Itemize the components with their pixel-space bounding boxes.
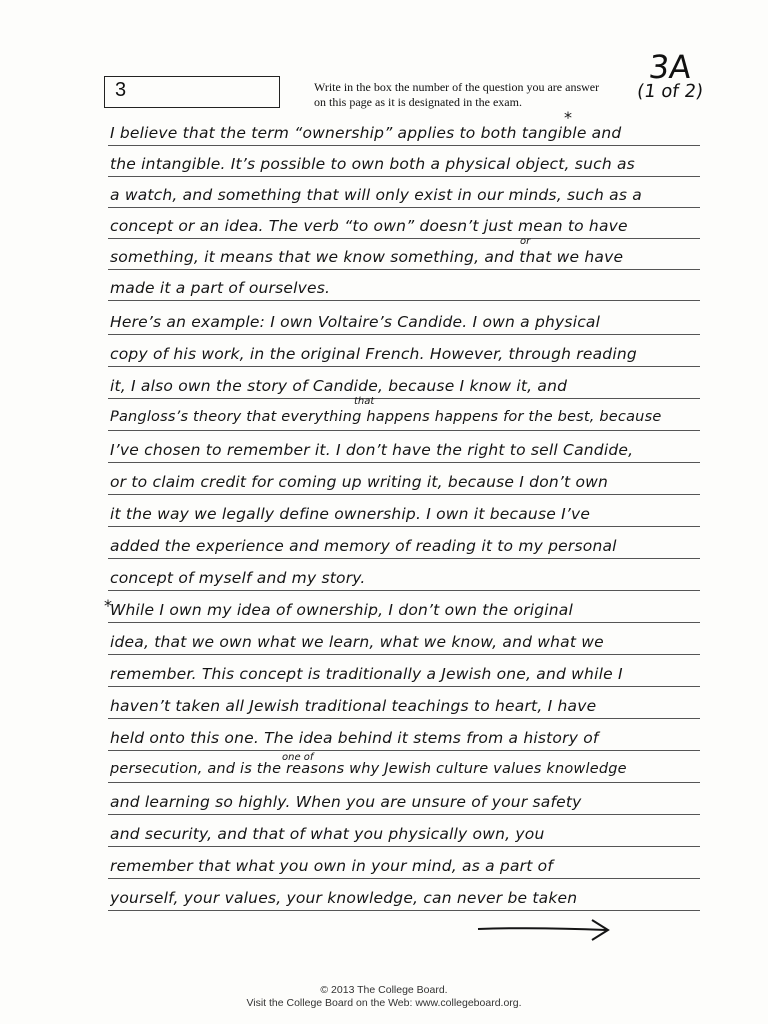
insertion-star-mark: *	[564, 108, 572, 127]
ruled-line	[108, 558, 700, 559]
ruled-line	[108, 910, 700, 911]
ruled-line	[108, 686, 700, 687]
ruled-line	[108, 269, 700, 270]
essay-line: I’ve chosen to remember it. I don’t have the right to sell Candide,	[110, 441, 634, 459]
ruled-line	[108, 622, 700, 623]
ruled-line	[108, 334, 700, 335]
page-label-count: (1 of 2)	[635, 81, 705, 102]
essay-line: and security, and that of what you physically own, you	[110, 825, 545, 843]
ruled-line	[108, 526, 700, 527]
page-label-number: 3A	[646, 48, 694, 86]
continue-arrow-icon	[476, 915, 616, 945]
insertion-star-mark: *	[104, 596, 112, 615]
essay-line: the intangible. It’s possible to own both a physical object, such as	[110, 155, 635, 173]
ruled-line	[108, 398, 700, 399]
page-footer	[0, 984, 768, 1010]
question-number-box	[104, 76, 280, 108]
ruled-line	[108, 878, 700, 879]
essay-line: a watch, and something that will only exist in our minds, such as a	[110, 186, 642, 204]
essay-line: persecution, and is the reasons why Jewish culture values knowledge	[110, 761, 627, 777]
ruled-line	[108, 145, 700, 146]
essay-line: remember that what you own in your mind, as a part of	[110, 857, 553, 875]
insertion-or: or	[520, 236, 531, 247]
instructions-line-1: Write in the box the number of the question you are answer	[314, 80, 600, 94]
essay-line: added the experience and memory of reading it to my personal	[110, 537, 617, 555]
essay-line: held onto this one. The idea behind it stems from a history of	[110, 729, 599, 747]
essay-line: I believe that the term “ownership” applies to both tangible and	[110, 124, 622, 142]
essay-line: concept of myself and my story.	[110, 569, 366, 587]
essay-line: idea, that we own what we learn, what we know, and what we	[110, 633, 604, 651]
insertion-one-of: one of	[282, 752, 314, 763]
ruled-line	[108, 846, 700, 847]
question-instructions	[314, 80, 614, 110]
essay-line: concept or an idea. The verb “to own” doesn’t just mean to have	[110, 217, 628, 235]
insertion-that: that	[354, 396, 375, 407]
essay-line: haven’t taken all Jewish traditional teachings to heart, I have	[110, 697, 597, 715]
ruled-line	[108, 750, 700, 751]
footer-website: Visit the College Board on the Web: www.collegeboard.org.	[246, 997, 522, 1009]
essay-line: made it a part of ourselves.	[110, 279, 331, 297]
ruled-line	[108, 654, 700, 655]
essay-line: remember. This concept is traditionally a Jewish one, and while I	[110, 665, 623, 683]
ruled-line	[108, 207, 700, 208]
ruled-line	[108, 494, 700, 495]
footer-copyright: © 2013 The College Board.	[320, 984, 448, 996]
ruled-line	[108, 462, 700, 463]
essay-line: it, I also own the story of Candide, because I know it, and	[110, 377, 568, 395]
question-number: 3	[115, 79, 127, 101]
ruled-line	[108, 238, 700, 239]
ruled-line	[108, 300, 700, 301]
essay-line: something, it means that we know something, and that we have	[110, 248, 624, 266]
essay-line: While I own my idea of ownership, I don’t own the original	[110, 601, 573, 619]
essay-line: it the way we legally define ownership. I own it because I’ve	[110, 505, 591, 523]
ruled-line	[108, 590, 700, 591]
essay-line: or to claim credit for coming up writing it, because I don’t own	[110, 473, 609, 491]
ruled-line	[108, 782, 700, 783]
essay-line: Pangloss’s theory that everything happens happens for the best, because	[110, 409, 662, 425]
ruled-line	[108, 814, 700, 815]
essay-line: Here’s an example: I own Voltaire’s Candide. I own a physical	[110, 313, 601, 331]
ruled-line	[108, 430, 700, 431]
essay-line: yourself, your values, your knowledge, can never be taken	[110, 889, 578, 907]
ruled-line	[108, 176, 700, 177]
essay-line: and learning so highly. When you are unsure of your safety	[110, 793, 582, 811]
page-label	[630, 50, 710, 102]
essay-line: copy of his work, in the original French. However, through reading	[110, 345, 637, 363]
instructions-line-2: on this page as it is designated in the exam.	[314, 95, 522, 109]
ruled-line	[108, 366, 700, 367]
ruled-line	[108, 718, 700, 719]
